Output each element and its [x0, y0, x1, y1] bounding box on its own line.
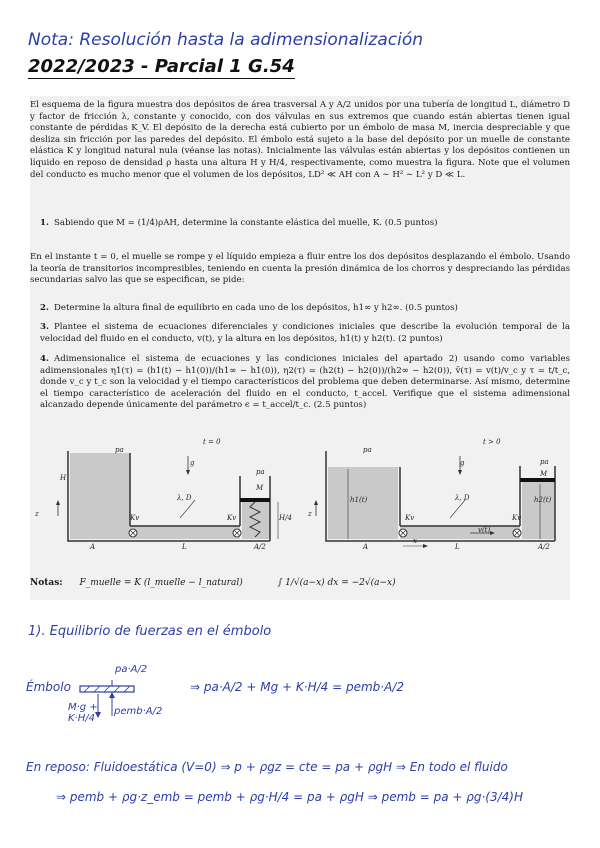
spring-force-formula: F_muelle = K (l_muelle − l_natural)	[79, 578, 243, 588]
question-3-text: Plantee el sistema de ecuaciones diferenciales y condiciones iniciales que describe la evolución temporal de la velocidad del fluido en el conducto, v(t), y la altura en los depósitos, h1(t) y h2(t). (2 puntos)	[40, 322, 570, 344]
bottom-force-label: pemb·A/2	[114, 706, 163, 717]
left-forces-label: M·g + K·H/4	[68, 702, 98, 724]
right-pa2-label: pa	[540, 458, 549, 466]
right-z-label: z	[308, 510, 312, 518]
left-lambdaD-label: λ, D	[177, 494, 192, 502]
left-kv2-label: Kv	[227, 514, 237, 522]
right-L-label: L	[455, 543, 460, 551]
left-z-label: z	[35, 510, 39, 518]
left-pa-label: pa	[115, 446, 124, 454]
intro-paragraph: El esquema de la figura muestra dos depósitos de área trasversal A y A/2 unidos por una tubería de longitud L, diámetro D y factor de fricción λ, constante y conocido, con dos válvulas en sus extremos que cuando están abiertas tienen igual constante de pérdidas K_V. El depósito de la derecha está cubierto por un émbolo de masa M, inercia despreciable y que desliza sin fricción por las paredes del depósito. El émbolo está sujeto a la base del depósito por un muelle de constante elástica K y longitud natural nula (véanse las notas). Inicialmente las válvulas están abiertas y los depósitos contienen un líquido en reposo de densidad ρ hasta una altura H y H/4, respectivamente, como muestra la figura. Note que el volumen del conducto es mucho menor que el volumen de los depósitos, LD² ≪ AH con A ∼ H² ∼ L² y D ≪ L.	[30, 100, 570, 180]
right-h1-label: h1(t)	[350, 496, 368, 504]
mid-paragraph: En el instante t = 0, el muelle se rompe y el líquido empieza a fluir entre los dos depósitos desplazando el émbolo. Usando la teoría de transitorios incompresibles, teniendo en cuenta la presión dinámica de los chorros y despreciando las pérdidas secundarias salvo las que se especifican, se pide:	[30, 252, 570, 286]
left-H4-label: H/4	[279, 514, 292, 522]
right-g-label: g	[460, 459, 465, 467]
notes-row	[30, 578, 570, 588]
right-kv1-label: Kv	[405, 514, 415, 522]
right-x-label: x	[413, 537, 417, 545]
notes-label: Notas:	[30, 578, 63, 588]
right-M-label: M	[540, 470, 548, 478]
question-2-text: Determine la altura final de equilibrio en cada uno de los depósitos, h1∞ y h2∞. (0.5 puntos)	[54, 303, 458, 313]
right-A-label: A	[363, 543, 369, 551]
left-diagram	[56, 451, 278, 541]
right-v-label: v(t)	[478, 526, 491, 534]
question-3: 3. Plantee el sistema de ecuaciones diferenciales y condiciones iniciales que describe la evolución temporal de la velocidad del fluido en el conducto, v(t), y la altura en los depósitos, h1(t) y h2(t). (2 puntos)	[40, 322, 570, 344]
integral-formula: ∫ 1/√(a−x) dx = −2√(a−x)	[277, 578, 396, 588]
left-pa2-label: pa	[256, 468, 265, 476]
note-title: Nota: Resolución hasta la adimensionalización	[28, 30, 424, 50]
right-pa-label: pa	[363, 446, 372, 454]
question-1: 1. Sabiendo que M = (1/4)ρAH, determine la constante elástica del muelle, K. (0.5 puntos)	[40, 218, 438, 228]
left-A2-label: A/2	[254, 543, 266, 551]
right-kv2-label: Kv	[512, 514, 522, 522]
problem-statement	[30, 96, 570, 600]
left-A-label: A	[90, 543, 96, 551]
question-1-text: Sabiendo que M = (1/4)ρAH, determine la constante elástica del muelle, K. (0.5 puntos)	[54, 218, 438, 228]
left-M-label: M	[256, 484, 264, 492]
top-force-label: pa·A/2	[115, 664, 148, 675]
right-lambdaD-label: λ, D	[455, 494, 470, 502]
left-time-label: t = 0	[203, 438, 221, 446]
left-H-label: H	[60, 474, 67, 482]
question-4: 4. Adimensionalice el sistema de ecuaciones y las condiciones iniciales del apartado 2) usando como variables adimensionales η1(τ) = (h1(t) − h1(0))/(h1∞ − h1(0)), η2(τ) = (h2(t) − h2(0))/(h2∞ − h2(0)), v̄(τ) = v(t)/v_c y τ = t/t_c, donde v_c y t_c son la velocidad y el tiempo característicos del problema que deben determinarse. Así mismo, determine el tiempo característico de aceleración del fluido en el conducto, t_accel. Verifique que el sistema adimensional alcanzado depende únicamente del parámetro ϵ = t_accel/t_c. (2.5 puntos)	[40, 354, 570, 411]
right-h2-label: h2(t)	[534, 496, 552, 504]
embolo-label: Émbolo	[26, 680, 71, 694]
solution-1-title: 1). Equilibrio de fuerzas en el émbolo	[28, 624, 272, 639]
left-L-label: L	[182, 543, 187, 551]
left-g-label: g	[190, 459, 195, 467]
question-2: 2. Determine la altura final de equilibrio en cada uno de los depósitos, h1∞ y h2∞. (0.5 puntos)	[40, 303, 458, 313]
left-kv1-label: Kv	[130, 514, 140, 522]
pressure-line: ⇒ pemb + ρg·z_emb = pemb + ρg·H/4 = pa + ρgH ⇒ pemb = pa + ρg·(3/4)H	[56, 790, 523, 804]
exam-title: 2022/2023 - Parcial 1 G.54	[28, 56, 295, 77]
question-4-text: Adimensionalice el sistema de ecuaciones y las condiciones iniciales del apartado 2) usando como variables adimensionales η1(τ) = (h1(t) − h1(0))/(h1∞ − h1(0)), η2(τ) = (h2(t) − h2(0))/(h2∞ − h2(0)), v̄(τ) = v(t)/v_c y τ = t/t_c, donde v_c y t_c son la velocidad y el tiempo característicos del problema que deben determinarse. Así mismo, determine el tiempo característico de aceleración del fluido en el conducto, t_accel. Verifique que el sistema adimensional alcanzado depende únicamente del parámetro ϵ = t_accel/t_c. (2.5 puntos)	[40, 354, 570, 411]
right-time-label: t > 0	[483, 438, 501, 446]
force-balance: ⇒ pa·A/2 + Mg + K·H/4 = pemb·A/2	[190, 680, 404, 694]
right-A2-label: A/2	[538, 543, 550, 551]
tank-diagram	[30, 436, 570, 571]
rest-line: En reposo: Fluidoestática (V=0) ⇒ p + ρgz = cte = pa + ρgH ⇒ En todo el fluido	[26, 760, 508, 774]
